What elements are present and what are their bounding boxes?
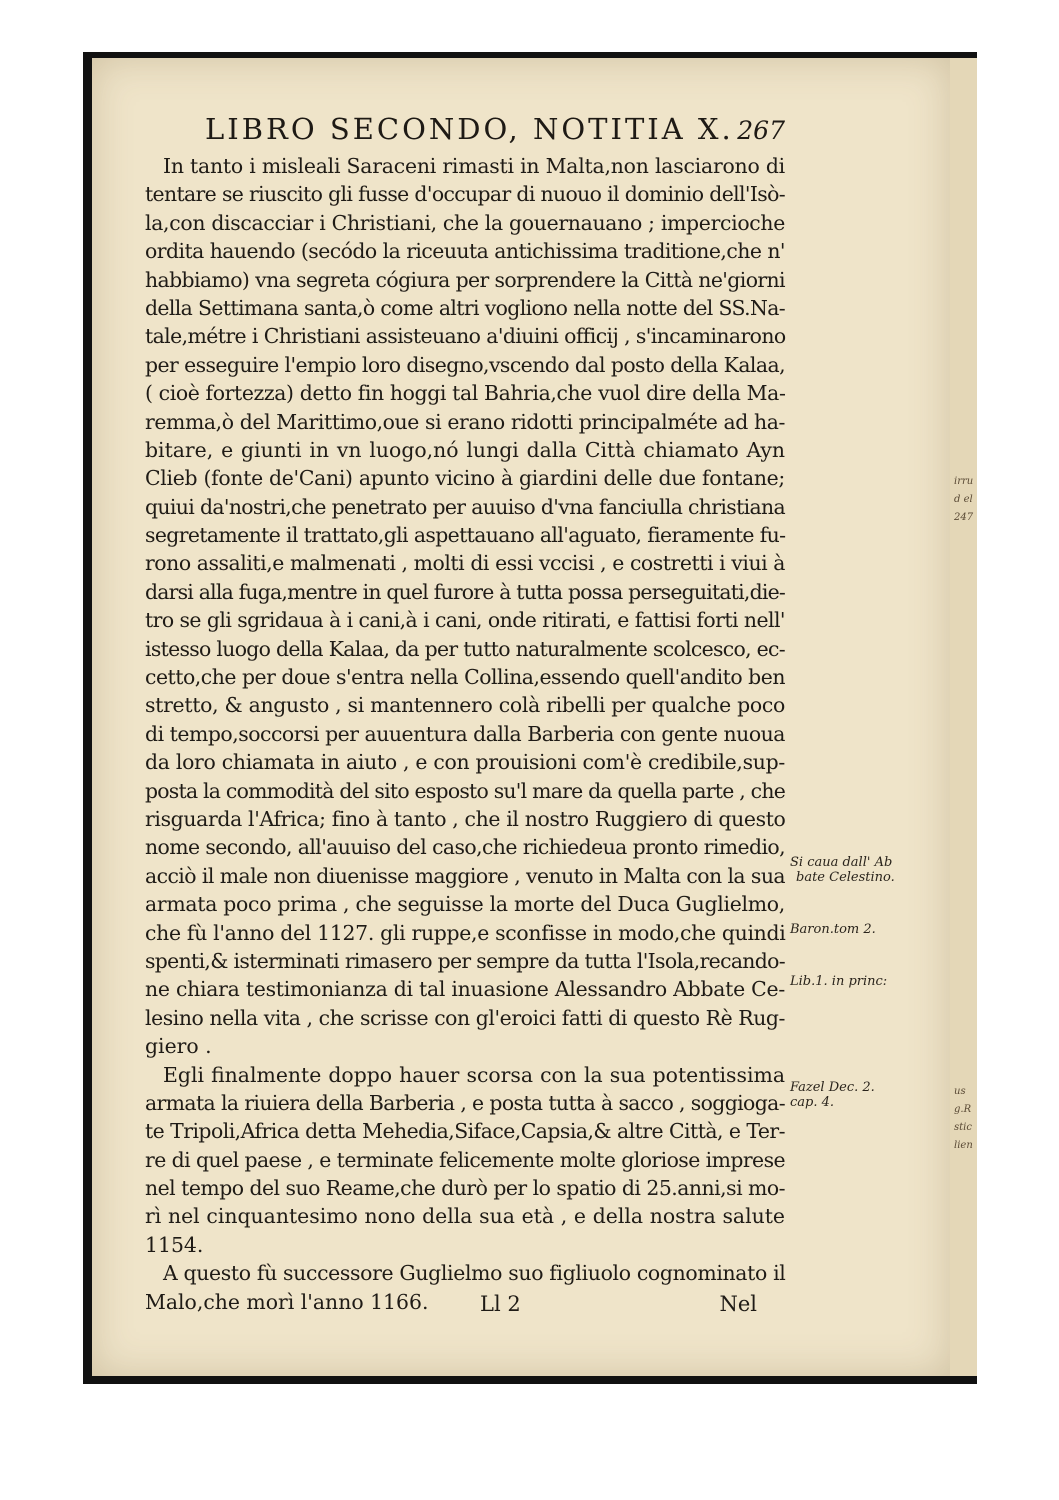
text-line: stretto, & angusto , si mantennero colà ribelli per qualche poco [145, 693, 785, 718]
facing-fragment: stic [954, 1122, 972, 1133]
signature-mark: Ll 2 [480, 1292, 521, 1316]
facing-fragment: d el [954, 494, 973, 505]
text-line: rì nel cinquantesimo nono della sua età , e della nostra salute [145, 1204, 785, 1229]
text-line: bitare, e giunti in vn luogo,nó lungi dalla Città chiamato Ayn [145, 437, 785, 462]
text-line: segretamente il trattato,gli aspettauano all'aguato, fieramente fu- [145, 523, 786, 548]
margin-note-fazello [790, 1080, 875, 1110]
page-number: 267 [737, 116, 785, 145]
text-line: 1154. [145, 1232, 204, 1257]
margin-note-libro: Lib.1. in princ: [790, 974, 888, 989]
text-line: che fù l'anno del 1127. gli ruppe,e sconfisse in modo,che quindi [145, 920, 786, 945]
facing-fragment: irru [954, 476, 974, 487]
margin-note-line: bate Celestino. [796, 870, 895, 885]
text-line: nome secondo, all'auuiso del caso,che richiedeua pronto rimedio, [145, 835, 785, 860]
text-line: armata la riuiera della Barberia , e posta tutta à sacco , soggioga- [145, 1090, 785, 1115]
text-line: tro se gli sgridaua à i cani,à i cani, onde ritirati, e fattisi forti nell' [145, 608, 785, 633]
text-line: Egli finalmente doppo hauer scorsa con la sua potentissima [163, 1062, 785, 1087]
page-footer [145, 1292, 785, 1322]
text-line: tentare se riuscito gli fusse d'occupar di nuouo il dominio dell'Isò- [145, 182, 786, 207]
text-line: quiui da'nostri,che penetrato per auuiso d'vna fanciulla christiana [145, 494, 785, 519]
text-line: spenti,& isterminati rimasero per sempre da tutta l'Isola,recando- [145, 948, 785, 973]
running-head [205, 112, 785, 146]
text-line: della Settimana santa,ò come altri vogliono nella notte del SS.Na- [145, 295, 785, 320]
running-title: LIBRO SECONDO, NOTITIA X. [205, 112, 734, 146]
text-line: A questo fù successore Guglielmo suo figliuolo cognominato il [163, 1261, 786, 1286]
text-line: Clieb (fonte de'Cani) apunto vicino à giardini delle due fontane; [145, 466, 785, 491]
text-line: per esseguire l'empio loro disegno,vscendo dal posto della Kalaa, [145, 352, 785, 377]
text-line: di tempo,soccorsi per auuentura dalla Barberia con gente nuoua [145, 721, 785, 746]
text-line: la,con discacciar i Christiani, che la gouernauano ; impercioche [145, 210, 785, 235]
facing-page-edge [950, 58, 977, 1376]
text-line: darsi alla fuga,mentre in quel furore à tutta possa perseguitati,die- [145, 579, 785, 604]
text-line: rono assaliti,e malmenati , molti di essi vccisi , e costretti i viui à [145, 551, 785, 576]
text-line: remma,ò del Marittimo,oue si erano ridotti principalméte ad ha- [145, 409, 785, 434]
text-line: nel tempo del suo Reame,che durò per lo spatio di 25.anni,si mo- [145, 1176, 785, 1201]
text-line: lesino nella vita , che scrisse con gl'eroici fatti di questo Rè Rug- [145, 1005, 785, 1030]
text-line: ( cioè fortezza) detto fin hoggi tal Bahria,che vuol dire della Ma- [145, 381, 786, 406]
facing-fragment: g.R [954, 1104, 972, 1115]
text-line: te Tripoli,Africa detta Mehedia,Siface,Capsia,& altre Città, e Ter- [145, 1119, 785, 1144]
catchword: Nel [719, 1292, 757, 1316]
text-line: istesso luogo della Kalaa, da per tutto naturalmente scolcesco, ec- [145, 636, 785, 661]
text-line: ne chiara testimonianza di tal inuasione Alessandro Abbate Ce- [145, 977, 785, 1002]
text-line: tale,métre i Christiani assisteuano a'diuini officij , s'incaminarono [145, 324, 786, 349]
body-text [145, 152, 785, 1316]
text-line: In tanto i misleali Saraceni rimasti in Malta,non lasciarono di [163, 154, 785, 178]
text-line: da loro chiamata in aiuto , e con prouisioni com'è credibile,sup- [145, 750, 785, 775]
margin-note-line: Si caua dall' Ab [790, 855, 893, 870]
text-line: armata poco prima , che seguisse la morte del Duca Guglielmo, [145, 892, 785, 917]
facing-fragment: lien [954, 1140, 973, 1151]
facing-fragment: us [954, 1086, 966, 1097]
text-line: posta la commodità del sito esposto su'l mare da quella parte , che [145, 778, 785, 803]
margin-note-celestino [790, 855, 895, 885]
text-line: Malo,che morì l'anno 1166. [145, 1289, 429, 1314]
text-line: re di quel paese , e terminate felicemente molte gloriose imprese [145, 1147, 785, 1172]
text-line: cetto,che per doue s'entra nella Collina,essendo quell'andito ben [145, 665, 785, 690]
text-line: risguarda l'Africa; fino à tanto , che il nostro Ruggiero di questo [145, 806, 786, 831]
margin-note-line: Fazel Dec. 2. [790, 1080, 875, 1095]
margin-note-line: cap. 4. [790, 1095, 835, 1110]
text-line: ordita hauendo (secódo la riceuuta antichissima traditione,che n' [145, 239, 785, 264]
text-line: giero . [145, 1034, 212, 1059]
margin-note-baronio: Baron.tom 2. [790, 922, 876, 937]
text-line: acciò il male non diuenisse maggiore , venuto in Malta con la sua [145, 863, 785, 888]
facing-fragment: 247 [954, 512, 974, 523]
text-line: habbiamo) vna segreta cógiura per sorprendere la Città ne'giorni [145, 267, 785, 292]
